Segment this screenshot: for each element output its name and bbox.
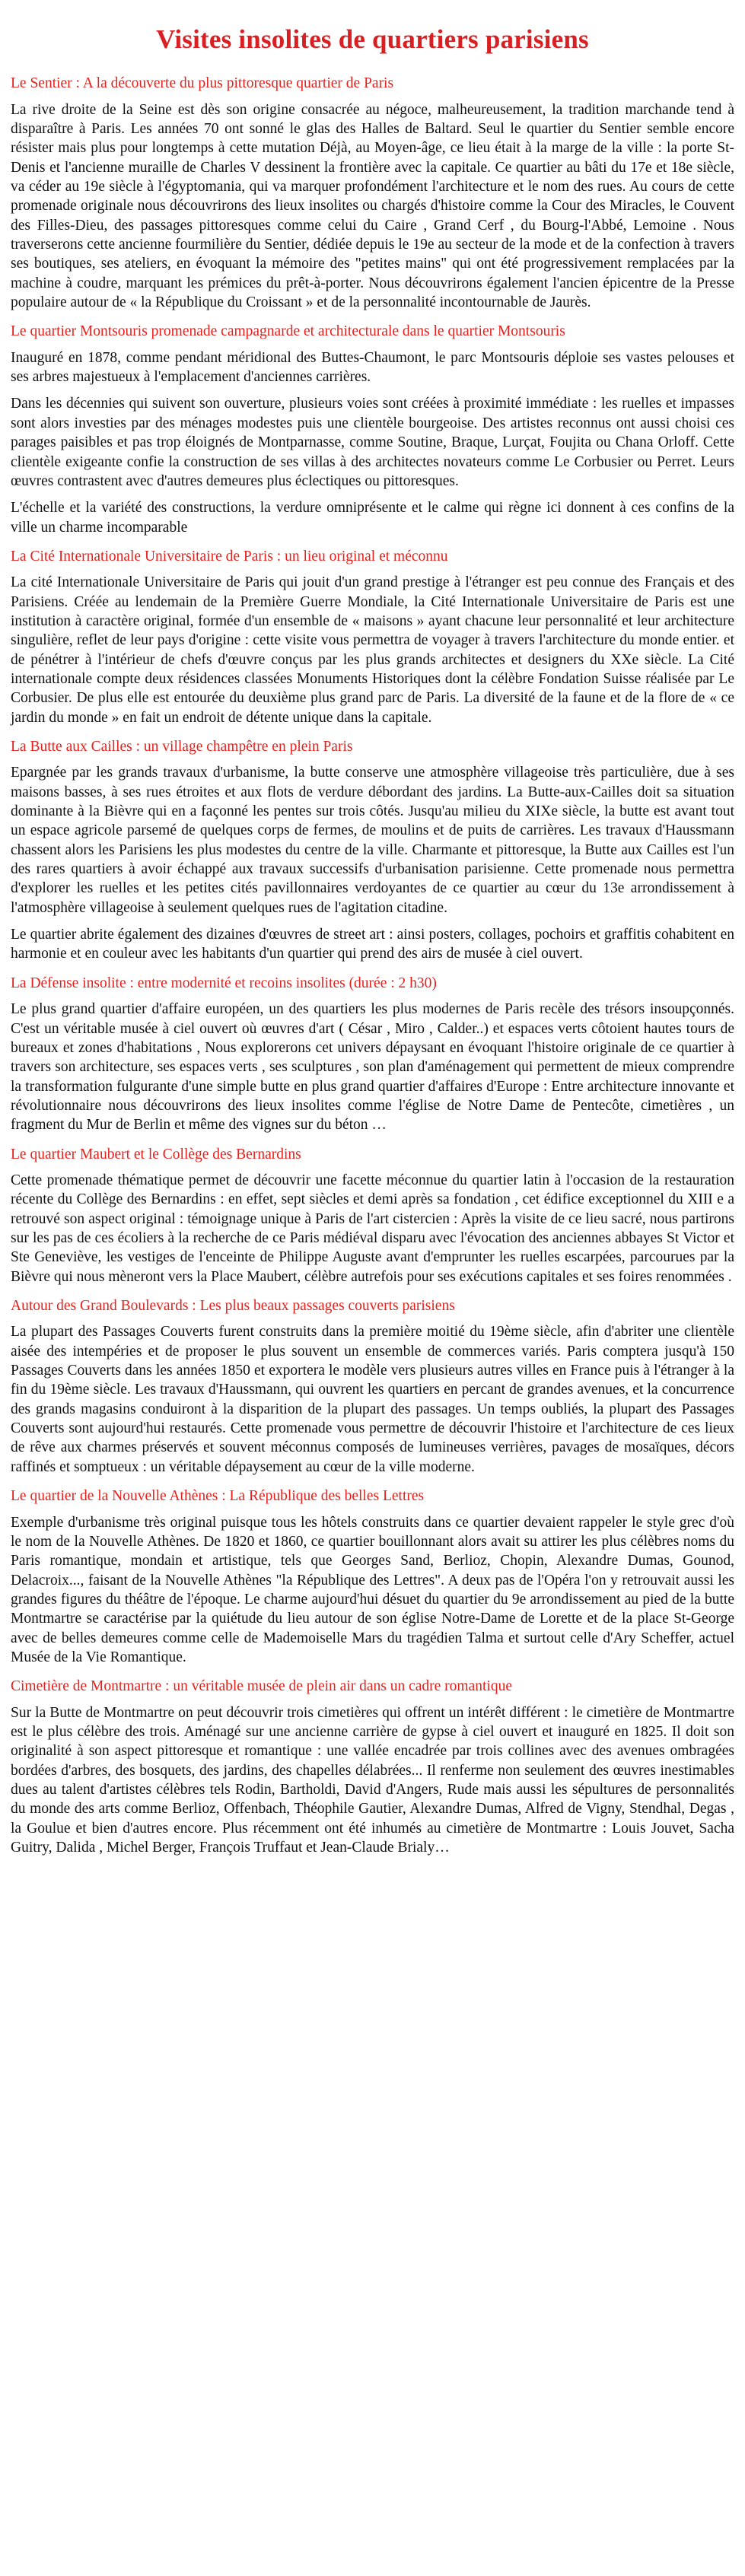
section-heading: Autour des Grand Boulevards : Les plus beaux passages couverts parisiens: [11, 1298, 455, 1315]
body-paragraph: Le quartier abrite également des dizaines d'œuvres de street art : ainsi posters, collages, pochoirs et graffitis cohabitent en harmonie et en couleur avec les habitants d'un quartier qui prend des airs de musée à ciel ouvert.: [11, 927, 734, 962]
body-paragraph: Inauguré en 1878, comme pendant méridional des Buttes-Chaumont, le parc Montsouris déploie ses vastes pelouses et ses arbres majestueux à l'emplacement d'anciennes carrières.: [11, 349, 734, 386]
section: [11, 1146, 734, 1286]
page-title: Visites insolites de quartiers parisiens: [156, 24, 589, 54]
section: [11, 1487, 734, 1667]
body-paragraph: Exemple d'urbanisme très original puisque tous les hôtels construits dans ce quartier devaient rappeler le style grec d'où le nom de la Nouvelle Athènes. De 1820 et 1860, ce quartier bouillonnant alors avait su attirer les plus célèbres noms du Paris romantique, mondain et artistique, tels que Georges Sand, Berlioz, Chopin, Alexandre Dumas, Gounod, Delacroix..., faisant de la Nouvelle Athènes "la République des Lettres". A deux pas de l'Opéra l'on y retrouvait aussi les grandes figures du théâtre de l'époque. Le charme aujourd'hui désuet du quartier du 9e arrondissement au pied de la butte Montmartre se caractérise par la quiétude du lieu autour de son église Notre-Dame de Lorette et de la place St-George avec de belles demeures comme celle de Mademoiselle Mars du tragédien Talma et surtout celle d'Ary Scheffer, actuel Musée de la Vie Romantique.: [11, 1514, 734, 1665]
section-heading: La Cité Internationale Universitaire de Paris : un lieu original et méconnu: [11, 548, 448, 564]
body-paragraph: Le plus grand quartier d'affaire européen, un des quartiers les plus modernes de Paris recèle des trésors insoupçonnés. C'est un véritable musée à ciel ouvert où œuvres d'art ( César , Miro , Calder..) et espaces verts côtoient hautes tours de bureaux et zones d'habitations , Nous explorerons cet univers dépaysant en évoquant l'histoire originale de ce quartier à travers son architecture, ses espaces verts , ses sculptures , son plan d'aménagement qui permettent de mieux comprendre la transformation fulgurante d'une simple butte en plus grand quartier d'affaires d'Europe : Entre architecture innovante et révolutionnaire nous découvrirons des lieux insolites comme l'église de Notre Dame de Pentecôte, cimetières , un fragment du Mur de Berlin et même des vignes sur du béton …: [11, 1001, 734, 1134]
section-heading: Le Sentier : A la découverte du plus pittoresque quartier de Paris: [11, 75, 394, 92]
section: [11, 975, 734, 1135]
section-heading: Cimetière de Montmartre : un véritable musée de plein air dans un cadre romantique: [11, 1678, 512, 1695]
body-paragraph: Epargnée par les grands travaux d'urbanisme, la butte conserve une atmosphère villageoise très particulière, due à ses maisons basses, à ses rues étroites et aux flots de verdure débordant des jardins. La Butte-aux-Cailles doit sa situation dominante à la Bièvre qui en a façonné les pentes sur trois côtés. Jusqu'au milieu du XIXe siècle, la butte est avant tout un espace agricole parsemé de quelques corps de fermes, de moulins et de puits de carrières. Les travaux d'Haussmann chassent alors les Parisiens les plus modestes du centre de la ville. Charmante et pittoresque, la Butte aux Cailles est l'un des rares quartiers à avoir échappé aux travaux successifs d'urbanisation parisienne. Cette promenade nous permettra d'explorer les ruelles et les petites cités pavillonnaires verdoyantes de ce quartier au cœur du 13e arrondissement à l'atmosphère villageoise à seulement quelques rues de l'agitation citadine.: [11, 765, 734, 916]
section-heading: La Défense insolite : entre modernité et recoins insolites (durée : 2 h30): [11, 975, 437, 991]
section-heading: La Butte aux Cailles : un village champêtre en plein Paris: [11, 739, 353, 755]
section: [11, 75, 734, 312]
body-paragraph: Dans les décennies qui suivent son ouverture, plusieurs voies sont créées à proximité immédiate : les ruelles et impasses sont alors investies par des ménages modestes puis une clientèle bourgeoise. Des artistes reconnus ont aussi choisi ces parages paisibles et pas trop éloignés de Montparnasse, comme Soutine, Braque, Lurçat, Foujita ou Chana Orloff. Cette clientèle exigeante confie la construction de ses villas à des architectes novateurs comme Le Corbusier ou Perret. Leurs œuvres contrastent avec d'autres demeures plus éclectiques ou pittoresques.: [11, 396, 734, 489]
section: [11, 548, 734, 727]
section: [11, 738, 734, 964]
section: [11, 1678, 734, 1857]
body-paragraph: L'échelle et la variété des constructions, la verdure omniprésente et le calme qui règne ici donnent à ces confins de la ville un charme incomparable: [11, 500, 734, 536]
body-paragraph: La rive droite de la Seine est dès son origine consacrée au négoce, malheureusement, la tradition marchande tend à disparaître à Paris. Les années 70 ont sonné le glas des Halles de Baltard. Seul le quartier du Sentier semble encore résister mais plus pour longtemps à cette mutation Déjà, au Moyen-âge, ce lieu était à la marge de la ville : la porte St-Denis et l'ancienne muraille de Charles V dessinent la frontière avec la capitale. Ce quartier au bâti du 17e et 18e siècle, va céder au 19e siècle à l'égyptomania, qui va marquer profondément l'architecture et le nom des rues. Au cours de cette promenade originale nous découvrirons des lieux insolites ou chargés d'histoire comme la Cour des Miracles, le Couvent des Filles-Dieu, des passages pittoresques comme celui du Caire , Grand Cerf , du Bourg-l'Abbé, Lemoine . Nous traverserons cette ancienne fourmilière du Sentier, dédiée depuis le 19e au secteur de la mode et de la confection à travers ses boutiques, ses ateliers, en évoquant la mémoire des "petites mains" qui ont été progressivement remplacées par la machine à coudre, marquant les prémices du prêt-à-porter. Nous découvrirons également l'ancien épicentre de la Presse populaire autour de « la République du Croissant » et de la personnalité incontournable de Jaurès.: [11, 101, 734, 311]
body-paragraph: La plupart des Passages Couverts furent construits dans la première moitié du 19ème siècle, afin d'abriter une clientèle aisée des intempéries et de proposer le plus souvent un ensemble de commerces variés. Paris comptera jusqu'à 150 Passages Couverts dans les années 1850 et exportera le modèle vers plusieurs autres villes en France puis à l'étranger à la fin du 19ème siècle. Les travaux d'Haussmann, qui ouvrent les quartiers en percant de grandes avenues, et la concurrence des grands magasins conduiront à la disparition de la plupart des passages. Un temps oubliés, la plupart des Passages Couverts sont aujourd'hui restaurés. Cette promenade vous permettre de découvrir l'histoire et l'architecture de ces lieux de rêve aux charmes préservés et souvent méconnus composés de lumineuses verrières, pavages de mosaïques, décors raffinés et somptueux : un véritable dépaysement au cœur de la ville moderne.: [11, 1324, 734, 1475]
body-paragraph: La cité Internationale Universitaire de Paris qui jouit d'un grand prestige à l'étranger est peu connue des Français et des Parisiens. Créée au lendemain de la Première Guerre Mondiale, la Cité Internationale Universitaire de Paris est une institution à caractère original, formée d'un ensemble de « maisons » ayant chacune leur personnalité et leur architecture singulière, reflet de leur pays d'origine : cette visite vous permettra de voyager à travers l'architecture du monde entier. et de pénétrer à l'intérieur de chefs d'œuvre conçus par les plus grands architectes et designers du XXe siècle. La Cité internationale compte deux résidences classées Monuments Historiques dont la célèbre Fondation Suisse réalisée par Le Corbusier. De plus elle est entourée du deuxième plus grand parc de Paris. La diversité de la faune et de la flore de « ce jardin du monde » en fait un endroit de détente unique dans la capitale.: [11, 574, 734, 726]
section: [11, 1297, 734, 1477]
section-heading: Le quartier Maubert et le Collège des Bernardins: [11, 1146, 301, 1162]
body-paragraph: Sur la Butte de Montmartre on peut découvrir trois cimetières qui offrent un intérêt différent : le cimetière de Montmartre est le plus célèbre des trois. Aménagé sur une ancienne carrière de gypse à ciel ouvert et inauguré en 1825. Il doit son originalité à son aspect pittoresque et romantique : une vallée encadrée par trois collines avec des avenues ombragées bordées d'arbres, des bosquets, des jardins, des chapelles délabrées... Il renferme non seulement des œuvres inestimables dues au talent d'artistes célèbres tels Rodin, Bartholdi, David d'Angers, Rude mais aussi les sépultures de personnalités du monde des arts comme Berlioz, Offenbach, Théophile Gautier, Alexandre Dumas, Alfred de Vigny, Stendhal, Degas , la Goulue et bien d'autres encore. Plus récemment ont été inhumés au cimetière de Montmartre : Louis Jouvet, Sacha Guitry, Dalida , Michel Berger, François Truffaut et Jean-Claude Brialy…: [11, 1704, 734, 1856]
body-paragraph: Cette promenade thématique permet de découvrir une facette méconnue du quartier latin à l'occasion de la restauration récente du Collège des Bernardins : en effet, sept siècles et demi après sa fondation , cet édifice exceptionnel du XIII e a retrouvé son aspect original : témoignage unique à Paris de l'art cistercien : Après la visite de ce lieu sacré, nous partirons sur les pas de ces écoliers à la recherche de ce Paris médiéval disparu avec l'évocation des anciennes abbayes St Victor et Ste Geneviève, les vestiges de l'enceinte de Philippe Auguste avant d'emprunter les ruelles escarpées, parcourues par la Bièvre qui nous mèneront vers la Place Maubert, célèbre autrefois pour ses exécutions capitales et ses foires renommées .: [11, 1172, 734, 1285]
section: [11, 323, 734, 536]
section-heading: Le quartier de la Nouvelle Athènes : La République des belles Lettres: [11, 1488, 425, 1505]
section-heading: Le quartier Montsouris promenade campagnarde et architecturale dans le quartier Montsouris: [11, 323, 565, 340]
sections-container: [11, 75, 734, 1857]
